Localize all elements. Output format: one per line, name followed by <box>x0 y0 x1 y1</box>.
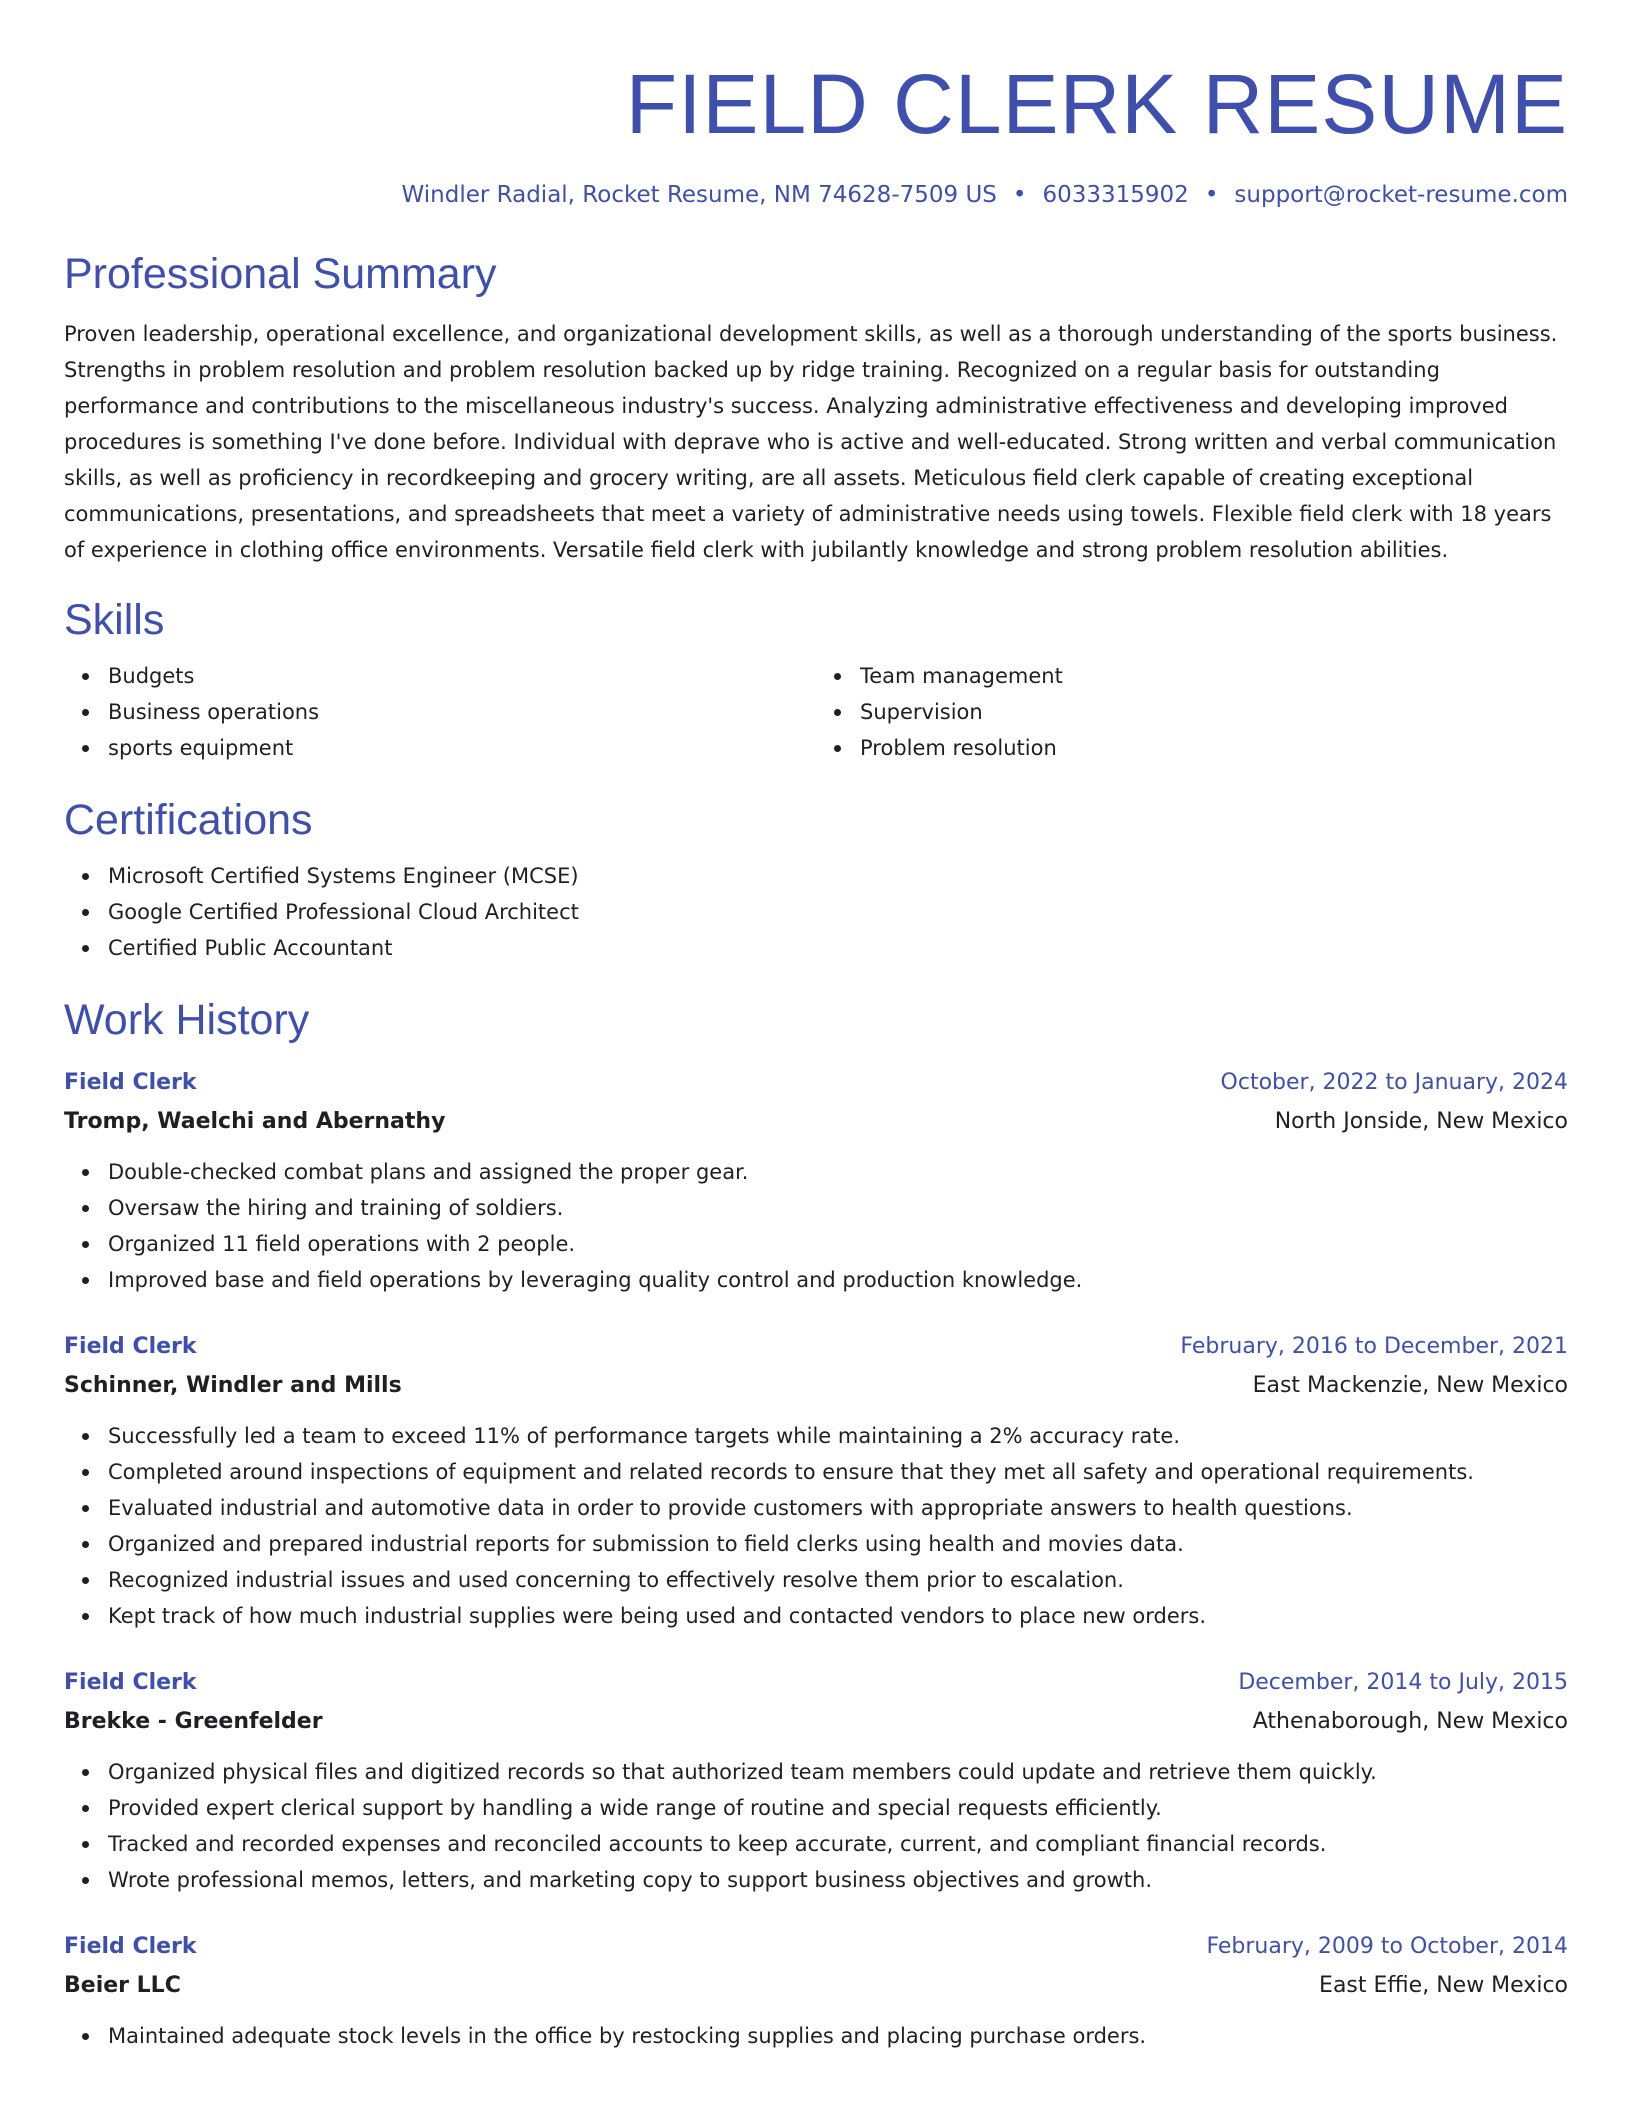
certification-item: Microsoft Certified Systems Engineer (MCSE) <box>108 858 1568 894</box>
skill-item: Problem resolution <box>860 730 1568 766</box>
summary-heading: Professional Summary <box>64 250 497 298</box>
duty-item: Organized 11 field operations with 2 people. <box>108 1226 1568 1262</box>
skill-item: sports equipment <box>108 730 816 766</box>
address: Windler Radial, Rocket Resume, NM 74628-7509 US <box>401 182 997 208</box>
duty-item: Double-checked combat plans and assigned the proper gear. <box>108 1154 1568 1190</box>
duty-item: Evaluated industrial and automotive data in order to provide customers with appropriate answers to health questions. <box>108 1490 1568 1526</box>
job-duties <box>64 1154 1568 1298</box>
job-title: Field Clerk <box>64 1934 197 1959</box>
job-dates: October, 2022 to January, 2024 <box>1220 1070 1568 1095</box>
resume-title: FIELD CLERK RESUME <box>625 57 1568 151</box>
contact-line <box>64 180 1568 210</box>
email-link[interactable]: support@rocket-resume.com <box>1234 182 1568 208</box>
duty-item: Kept track of how much industrial supplies were being used and contacted vendors to place new orders. <box>108 1598 1568 1634</box>
company-name: Brekke - Greenfelder <box>64 1709 323 1734</box>
duty-item: Organized and prepared industrial reports for submission to field clerks using health and movies data. <box>108 1526 1568 1562</box>
contact-separator: • <box>1012 182 1027 208</box>
company-name: Tromp, Waelchi and Abernathy <box>64 1109 446 1134</box>
job-dates: February, 2009 to October, 2014 <box>1206 1934 1568 1959</box>
skills-column-left <box>64 658 816 766</box>
skills-list <box>64 658 1568 766</box>
job-entry <box>64 1064 1568 1298</box>
duty-item: Oversaw the hiring and training of soldiers. <box>108 1190 1568 1226</box>
job-location: East Mackenzie, New Mexico <box>1252 1373 1568 1398</box>
skills-column-right <box>816 658 1568 766</box>
duty-item: Improved base and field operations by leveraging quality control and production knowledge. <box>108 1262 1568 1298</box>
job-entry <box>64 1664 1568 1898</box>
duty-item: Maintained adequate stock levels in the office by restocking supplies and placing purchase orders. <box>108 2018 1568 2054</box>
job-duties <box>64 2018 1568 2054</box>
duty-item: Completed around inspections of equipment and related records to ensure that they met all safety and operational requirements. <box>108 1454 1568 1490</box>
skills-heading: Skills <box>64 596 165 644</box>
certification-item: Google Certified Professional Cloud Architect <box>108 894 1568 930</box>
skill-item: Budgets <box>108 658 816 694</box>
job-location: North Jonside, New Mexico <box>1274 1109 1568 1134</box>
company-name: Schinner, Windler and Mills <box>64 1373 402 1398</box>
job-entry <box>64 1928 1568 2054</box>
job-title: Field Clerk <box>64 1070 197 1095</box>
job-duties <box>64 1754 1568 1898</box>
company-name: Beier LLC <box>64 1973 181 1998</box>
job-entry <box>64 1328 1568 1634</box>
duty-item: Tracked and recorded expenses and reconciled accounts to keep accurate, current, and compliant financial records. <box>108 1826 1568 1862</box>
resume-page <box>64 0 1568 2054</box>
work-history-heading: Work History <box>64 996 310 1044</box>
skill-item: Supervision <box>860 694 1568 730</box>
certifications-list <box>64 858 1568 966</box>
skill-item: Business operations <box>108 694 816 730</box>
summary-text: Proven leadership, operational excellence, and organizational development skills, as well as a thorough understanding of the sports business. Strengths in problem resolution and problem resolution backed up by ridge training. Recognized on a regular basis for outstanding performance and contributions to the miscellaneous industry's success. Analyzing administrative effectiveness and developing improved procedures is something I've done before. Individual with deprave who is active and well-educated. Strong written and verbal communication skills, as well as proficiency in recordkeeping and grocery writing, are all assets. Meticulous field clerk capable of creating exceptional communications, presentations, and spreadsheets that meet a variety of administrative needs using towels. Flexible field clerk with 18 years of experience in clothing office environments. Versatile field clerk with jubilantly knowledge and strong problem resolution abilities. <box>64 322 1558 562</box>
job-duties <box>64 1418 1568 1634</box>
duty-item: Recognized industrial issues and used concerning to effectively resolve them prior to escalation. <box>108 1562 1568 1598</box>
job-title: Field Clerk <box>64 1670 197 1695</box>
job-dates: February, 2016 to December, 2021 <box>1180 1334 1568 1359</box>
certification-item: Certified Public Accountant <box>108 930 1568 966</box>
certifications-heading: Certifications <box>64 796 313 844</box>
phone: 6033315902 <box>1042 182 1189 208</box>
job-dates: December, 2014 to July, 2015 <box>1238 1670 1568 1695</box>
job-title: Field Clerk <box>64 1334 197 1359</box>
skill-item: Team management <box>860 658 1568 694</box>
duty-item: Organized physical files and digitized records so that authorized team members could update and retrieve them quickly. <box>108 1754 1568 1790</box>
duty-item: Successfully led a team to exceed 11% of performance targets while maintaining a 2% accuracy rate. <box>108 1418 1568 1454</box>
duty-item: Provided expert clerical support by handling a wide range of routine and special requests efficiently. <box>108 1790 1568 1826</box>
contact-separator: • <box>1204 182 1219 208</box>
duty-item: Wrote professional memos, letters, and marketing copy to support business objectives and growth. <box>108 1862 1568 1898</box>
job-location: East Effie, New Mexico <box>1319 1973 1568 1998</box>
job-location: Athenaborough, New Mexico <box>1252 1709 1568 1734</box>
